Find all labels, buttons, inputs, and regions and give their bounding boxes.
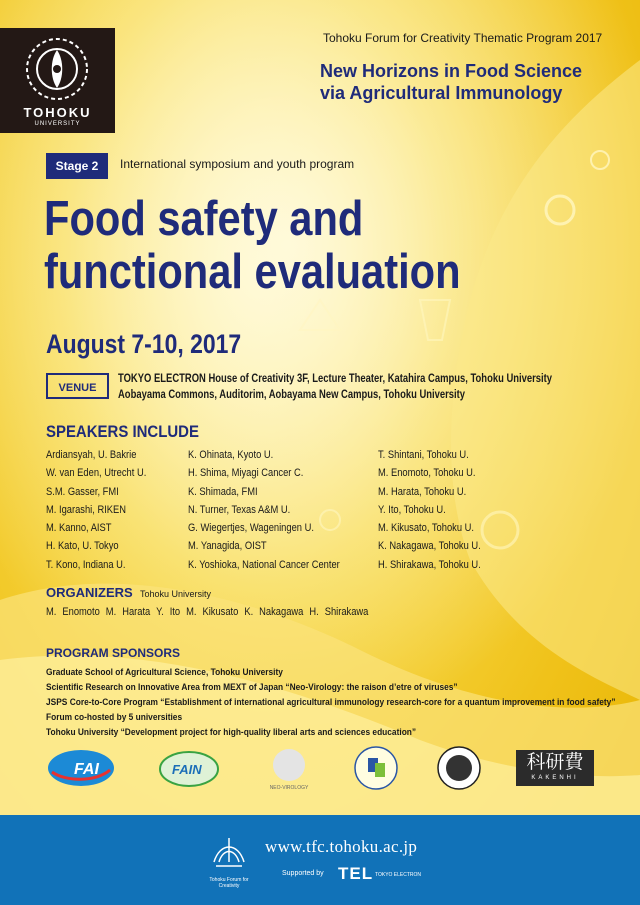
- tfc-logo-text: Tohoku Forum for Creativity: [209, 877, 249, 889]
- program-line: Tohoku Forum for Creativity Thematic Program 2017: [323, 31, 603, 45]
- speaker: M. Kanno, AIST: [46, 522, 112, 535]
- organizers-heading: ORGANIZERS: [46, 585, 133, 600]
- speakers-column-1: [46, 449, 164, 577]
- speakers-column-2: [188, 449, 367, 577]
- venue-label: VENUE: [46, 373, 109, 399]
- event-title-line-2: functional evaluation: [44, 245, 461, 299]
- speaker: H. Shima, Miyagi Cancer C.: [188, 467, 304, 480]
- speaker: T. Shintani, Tohoku U.: [378, 449, 469, 461]
- speaker: S.M. Gasser, FMI: [46, 485, 119, 498]
- neo-virology-logo-text: NEO-VIROLOGY: [269, 785, 309, 791]
- program-title: [320, 60, 582, 104]
- fain-logo: [158, 749, 220, 789]
- speaker: T. Kono, Indiana U.: [46, 558, 126, 571]
- organizers-affiliation: Tohoku University: [140, 589, 212, 599]
- jsps-seal-logo: [436, 745, 482, 791]
- program-title-line-1: New Horizons in Food Science: [320, 61, 583, 81]
- speaker: K. Nakagawa, Tohoku U.: [378, 540, 481, 553]
- sponsor-line: Forum co-hosted by 5 universities: [46, 712, 183, 723]
- kakenhi-logo: [516, 750, 594, 786]
- speaker: M. Yanagida, OIST: [188, 540, 267, 553]
- speakers-column-3: [378, 449, 499, 577]
- supported-by-label: Supported by: [282, 870, 324, 877]
- speaker: Y. Ito, Tohoku U.: [378, 503, 446, 516]
- venue-line-1: TOKYO ELECTRON House of Creativity 3F, Lecture Theater, Katahira Campus, Tohoku University: [118, 373, 553, 385]
- speaker: W. van Eden, Utrecht U.: [46, 467, 147, 480]
- tohoku-logo: [0, 28, 115, 133]
- organizers-names: M. Enomoto M. Harata Y. Ito M. Kikusato K. Nakagawa H. Shirakawa: [46, 606, 369, 618]
- speaker: M. Igarashi, RIKEN: [46, 503, 127, 516]
- speaker: M. Enomoto, Tohoku U.: [378, 467, 476, 480]
- tel-logo: TEL: [338, 864, 374, 883]
- kakenhi-logo-text: 科研費: [526, 751, 584, 773]
- footer: [0, 815, 640, 905]
- fai-logo-text: FAI: [74, 761, 99, 778]
- tel-logo-sub: TOKYO ELECTRON: [375, 872, 422, 878]
- program-title-line-2: via Agricultural Immunology: [320, 83, 563, 103]
- speaker: N. Turner, Texas A&M U.: [188, 503, 291, 516]
- speakers-heading: SPEAKERS INCLUDE: [46, 422, 199, 441]
- website-url[interactable]: www.tfc.tohoku.ac.jp: [265, 837, 418, 856]
- venue-line-2: Aobayama Commons, Auditorim, Aobayama New Campus, Tohoku University: [118, 389, 466, 401]
- sponsor-line: Tohoku University “Development project for high-quality liberal arts and sciences education”: [46, 727, 417, 738]
- speaker: K. Ohinata, Kyoto U.: [188, 449, 274, 461]
- speaker: H. Kato, U. Tokyo: [46, 540, 119, 553]
- sponsor-line: Scientific Research on Innovative Area from MEXT of Japan “Neo-Virology: the raison d’etre of viruses”: [46, 682, 458, 693]
- fai-logo: [46, 748, 116, 790]
- speaker: G. Wiegertjes, Wageningen U.: [188, 522, 314, 535]
- kakenhi-logo-sub: KAKENHI: [531, 775, 579, 781]
- speaker: K. Yoshioka, National Cancer Center: [188, 558, 340, 571]
- speaker: M. Harata, Tohoku U.: [378, 485, 467, 498]
- tfc-logo-icon: [212, 832, 246, 874]
- speaker: K. Shimada, FMI: [188, 485, 258, 498]
- liberal-arts-logo: [353, 745, 399, 791]
- speaker: Ardiansyah, U. Bakrie: [46, 449, 137, 461]
- logo-subtitle: UNIVERSITY: [34, 121, 81, 127]
- sponsors-heading: PROGRAM SPONSORS: [46, 646, 181, 660]
- logo-name: TOHOKU: [23, 105, 92, 120]
- neo-virology-logo: [267, 747, 311, 791]
- stage-description: International symposium and youth program: [120, 157, 355, 171]
- speaker: H. Shirakawa, Tohoku U.: [378, 558, 481, 571]
- sponsor-line: Graduate School of Agricultural Science, Tohoku University: [46, 667, 283, 678]
- stage-badge: Stage 2: [46, 153, 108, 179]
- event-date: August 7-10, 2017: [46, 329, 242, 359]
- sponsor-line: JSPS Core-to-Core Program “Establishment of international agricultural immunology research-core for a quantum improvement in food safety”: [46, 697, 616, 708]
- tohoku-emblem-icon: [24, 36, 90, 102]
- speaker: M. Kikusato, Tohoku U.: [378, 522, 474, 535]
- fain-logo-text: FAIN: [172, 762, 202, 777]
- event-title: [44, 193, 461, 299]
- event-title-line-1: Food safety and: [44, 192, 364, 246]
